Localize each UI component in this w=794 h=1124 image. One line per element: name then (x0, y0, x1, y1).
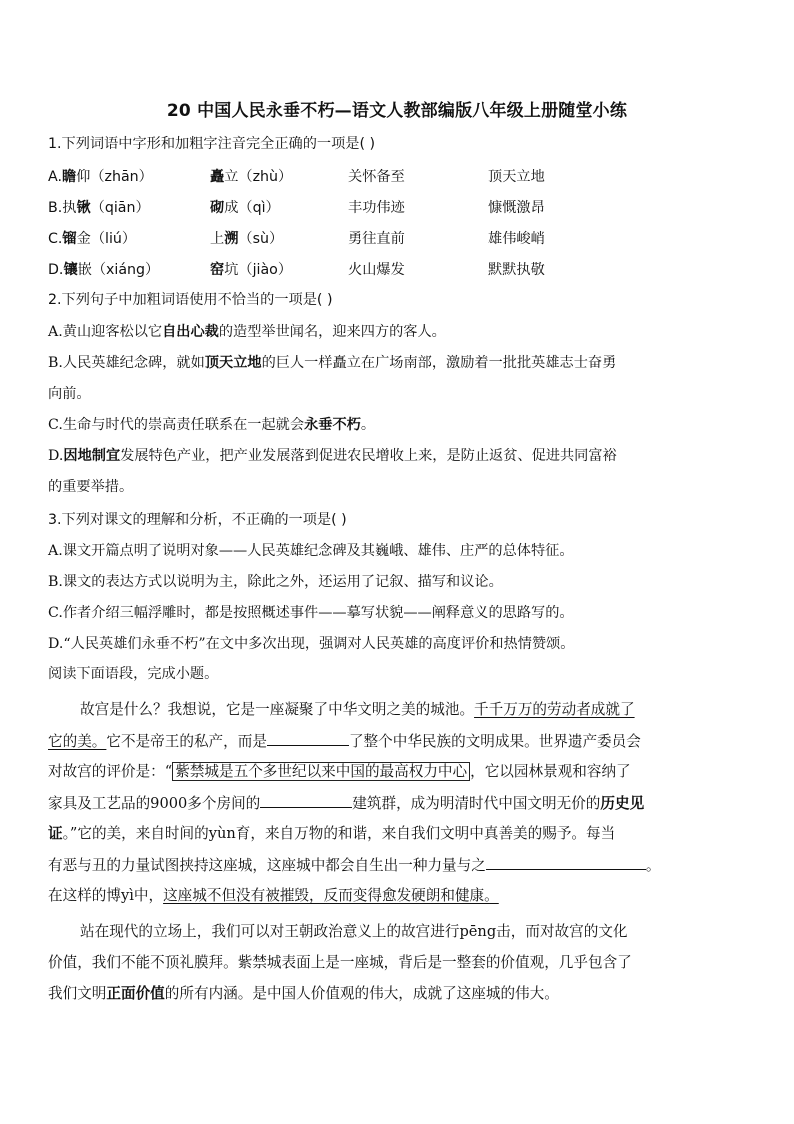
bold-char: 窑 (210, 262, 225, 278)
text: 的造型举世闻名，迎来四方的客人。 (218, 324, 446, 340)
text: ，它以园林景观和容纳了 (470, 763, 631, 780)
option-label: B. (48, 200, 63, 216)
word: （sù） (238, 231, 284, 247)
text: 对故宫的评价是：“ (48, 763, 173, 780)
passage-line: 价值，我们不能不顶礼膜拜。紫禁城表面上是一座城，背后是一整套的价值观，几乎包含了 (48, 954, 632, 971)
bold-word: 证 (48, 825, 63, 842)
underlined-text: 这座城不但没有被摧毁，反而变得愈发硬朗和健康。 (163, 887, 499, 904)
word: 默默执敬 (488, 262, 545, 278)
reading-intro: 阅读下面语段，完成小题。 (48, 666, 219, 682)
underlined-text: 千千万万的劳动者成就了 (474, 701, 635, 718)
text: A.黄山迎客松以它 (48, 324, 163, 340)
word: 上 (210, 231, 225, 247)
word: 勇往直前 (348, 231, 405, 247)
text: C.生命与时代的崇高责任联系在一起就会 (48, 417, 305, 433)
word: 立（zhù） (224, 169, 293, 185)
word: 仰（zhān） (76, 169, 153, 185)
word: 顶天立地 (488, 169, 545, 185)
text: 。 (645, 857, 661, 874)
passage-line (48, 731, 641, 752)
text: 它不是帝王的私产，而是 (106, 733, 267, 750)
bold-char: 镶 (63, 262, 78, 278)
q2-option-b-cont: 向前。 (48, 386, 91, 402)
passage-line (48, 886, 499, 906)
fill-blank[interactable] (486, 855, 646, 870)
text: 发展特色产业，把产业发展落到促进农民增收上来，是防止返贫、促进共同富裕 (120, 448, 617, 464)
option-label: D. (48, 262, 64, 278)
bold-word: 历史见 (600, 795, 645, 812)
bold-char: 锹 (76, 200, 91, 216)
text: 的所有内涵。是中国人价值观的伟大，成就了这座城的伟大。 (164, 985, 559, 1002)
bold-char: 瞻 (61, 169, 77, 185)
bold-word: 自出心裁 (162, 324, 219, 340)
text: 。”它的美，来自时间的yùn育，来自万物的和谐，来自我们文明中真善美的赐予。每当 (62, 825, 616, 842)
text: 。 (360, 417, 376, 433)
word: 关怀备至 (348, 169, 405, 185)
boxed-text: 紫禁城是五个多世纪以来中国的最高权力中心 (172, 762, 470, 781)
passage-line (48, 855, 660, 876)
bold-word: 因地制宜 (63, 448, 121, 464)
word: （qiān） (90, 200, 150, 216)
text: 了整个中华民族的文明成果。世界遗产委员会 (348, 733, 641, 750)
text: 我们文明 (48, 985, 107, 1002)
bold-word: 顶天立地 (204, 355, 262, 371)
passage-line (48, 824, 615, 844)
bold-word: 正面价值 (106, 985, 165, 1002)
passage-line (80, 700, 635, 720)
q2-option-d-cont: 的重要举措。 (48, 479, 134, 495)
bold-char: 砌 (210, 200, 225, 216)
text: 建筑群，成为明清时代中国文明无价的 (352, 795, 601, 812)
word: 火山爆发 (348, 262, 405, 278)
underlined-text: 它的美。 (48, 733, 107, 750)
q2-stem: 2.下列句子中加粗词语使用不恰当的一项是( ) (48, 292, 333, 308)
q1-stem: 1.下列词语中字形和加粗字注音完全正确的一项是( ) (48, 136, 376, 152)
word: 执 (62, 200, 77, 216)
q3-option-d: D.“人民英雄们永垂不朽”在文中多次出现，强调对人民英雄的高度评价和热情赞颂。 (48, 636, 575, 652)
q3-option-a: A.课文开篇点明了说明对象——人民英雄纪念碑及其巍峨、雄伟、庄严的总体特征。 (48, 543, 574, 559)
option-label: A. (48, 169, 62, 185)
passage-line (48, 793, 644, 814)
word: 丰功伟迹 (348, 200, 405, 216)
passage-line (48, 762, 631, 782)
bold-char: 镏 (62, 231, 77, 247)
word: 慷慨激昂 (488, 200, 545, 216)
text: 的巨人一样矗立在广场南部，激励着一批批英雄志士奋勇 (261, 355, 617, 371)
text: D. (48, 448, 64, 464)
q3-option-c: C.作者介绍三幅浮雕时，都是按照概述事件——摹写状貌——阐释意义的思路写的。 (48, 605, 574, 621)
word: 雄伟峻峭 (488, 231, 545, 247)
fill-blank[interactable] (260, 793, 352, 808)
q3-option-b: B.课文的表达方式以说明为主，除此之外，还运用了记叙、描写和议论。 (48, 574, 503, 590)
text: 在这样的博yì中， (48, 887, 164, 904)
text: 家具及工艺品的9000多个房间的 (48, 795, 261, 812)
option-label: C. (48, 231, 63, 247)
word: 成（qì） (224, 200, 280, 216)
page-title: 20 中国人民永垂不朽—语文人教部编版八年级上册随堂小练 (166, 101, 628, 121)
bold-char: 溯 (224, 231, 239, 247)
fill-blank[interactable] (267, 731, 349, 746)
bold-word: 永垂不朽 (304, 417, 361, 433)
q2-option-c (48, 415, 748, 435)
passage-line (48, 984, 559, 1004)
bold-char: 矗 (210, 169, 225, 185)
passage-line: 站在现代的立场上，我们可以对王朝政治意义上的故宫进行pēng击，而对故宫的文化 (80, 923, 628, 940)
word: 嵌（xiáng） (77, 262, 160, 278)
q2-option-a (48, 322, 748, 342)
text: 有恶与丑的力量试图挟持这座城，这座城中都会自生出一种力量与之 (48, 857, 486, 874)
q2-option-d (48, 446, 748, 466)
text: 故宫是什么？我想说，它是一座凝聚了中华文明之美的城池。 (80, 701, 475, 718)
text: B.人民英雄纪念碑，就如 (48, 355, 205, 371)
q2-option-b (48, 353, 748, 373)
q3-stem: 3.下列对课文的理解和分析，不正确的一项是( ) (48, 512, 347, 528)
word: 坑（jiào） (224, 262, 293, 278)
word: 金（liú） (76, 231, 137, 247)
